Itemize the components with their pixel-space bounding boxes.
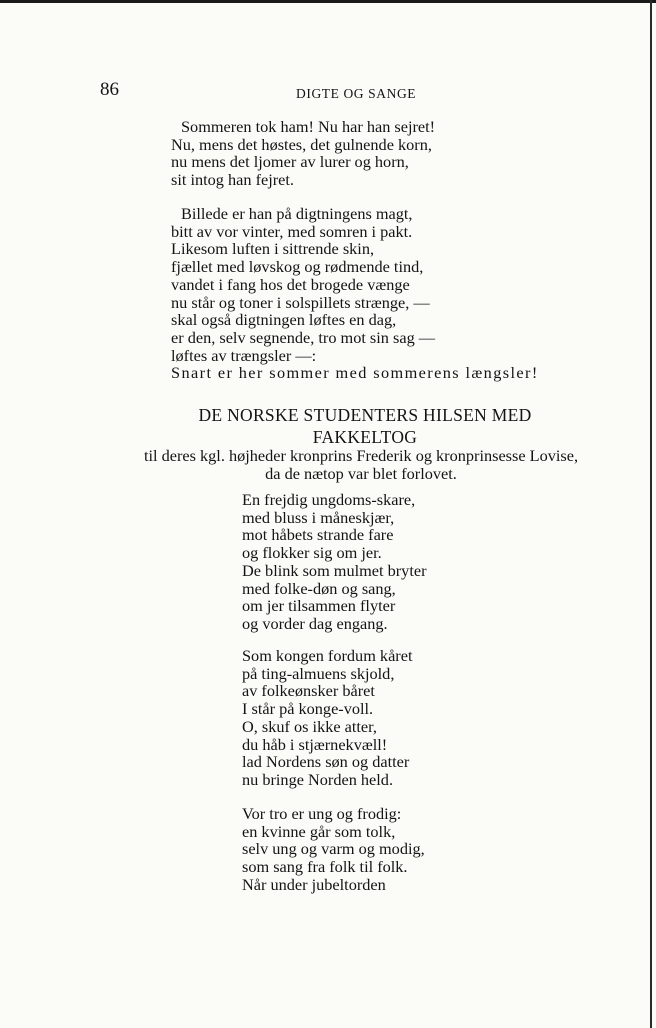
verse-line: sit intog han fejret.: [171, 170, 294, 190]
top-border-rule: [0, 0, 656, 3]
verse-3: [242, 805, 425, 894]
verse-line: Vor tro er ung og frodig:: [242, 804, 402, 823]
poem-title: [110, 404, 620, 448]
stanza-1: [171, 118, 435, 189]
verse-line: en kvinne går som tolk,: [242, 821, 396, 841]
verse-2: [242, 647, 412, 789]
right-border-rule: [650, 0, 652, 1028]
verse-line: nu står og toner i solspillets strænge, —: [171, 292, 430, 312]
verse-line: De blink som mulmet bryter: [242, 560, 427, 580]
poem-dedication: [104, 447, 618, 482]
verse-line: I står på konge-voll.: [242, 699, 374, 719]
verse-line: O, skuf os ikke atter,: [242, 716, 377, 736]
poem-title-line-1: DE NORSKE STUDENTERS HILSEN MED: [198, 405, 532, 425]
verse-line: lad Nordens søn og datter: [242, 752, 410, 772]
verse-line: Nu, mens det høstes, det gulnende korn,: [171, 134, 432, 154]
verse-line: skal også digtningen løftes en dag,: [171, 310, 397, 330]
verse-line: med bluss i måneskjær,: [242, 507, 395, 527]
verse-line: vandet i fang hos det brogede vænge: [171, 274, 410, 294]
verse-line: løftes av trængsler —:: [171, 345, 317, 365]
stanza-2: [171, 205, 539, 382]
verse-line: Når under jubeltorden: [242, 874, 386, 894]
verse-1: [242, 491, 427, 633]
verse-line: og vorder dag engang.: [242, 613, 388, 633]
verse-line: selv ung og varm og modig,: [242, 839, 425, 859]
verse-line: som sang fra folk til folk.: [242, 857, 408, 877]
page-number: 86: [100, 79, 119, 100]
dedication-line-1: til deres kgl. højheder kronprins Frederik og kronprinsesse Lovise,: [143, 446, 579, 465]
verse-line: med folke-døn og sang,: [242, 578, 396, 598]
verse-line: bitt av vor vinter, med somren i pakt.: [171, 221, 413, 241]
verse-line: er den, selv segnende, tro mot sin sag —: [171, 327, 436, 347]
verse-line: og flokker sig om jer.: [242, 543, 382, 563]
verse-line: Billede er han på digtningens magt,: [181, 204, 413, 223]
verse-line: Sommeren tok ham! Nu har han sejret!: [181, 117, 436, 136]
dedication-line-2: da de nætop var blet forlovet.: [265, 463, 457, 483]
verse-line-spaced: Snart er her sommer med sommerens længsler!: [171, 363, 539, 383]
verse-line: Som kongen fordum kåret: [242, 646, 413, 665]
verse-line: Likesom luften i sittrende skin,: [171, 239, 375, 259]
verse-line: på ting-almuens skjold,: [242, 663, 395, 683]
verse-line: mot håbets strande fare: [242, 525, 394, 545]
verse-line: du håb i stjærnekvæll!: [242, 734, 388, 754]
poem-title-line-2: FAKKELTOG: [312, 427, 418, 447]
running-head: DIGTE OG SANGE: [296, 86, 417, 101]
verse-line: nu bringe Norden held.: [242, 769, 394, 789]
verse-line: En frejdig ungdoms-skare,: [242, 490, 416, 509]
verse-line: om jer tilsammen flyter: [242, 596, 396, 616]
verse-line: av folkeønsker båret: [242, 681, 375, 701]
verse-line: fjællet med løvskog og rødmende tind,: [171, 257, 424, 277]
verse-line: nu mens det ljomer av lurer og horn,: [171, 152, 409, 172]
